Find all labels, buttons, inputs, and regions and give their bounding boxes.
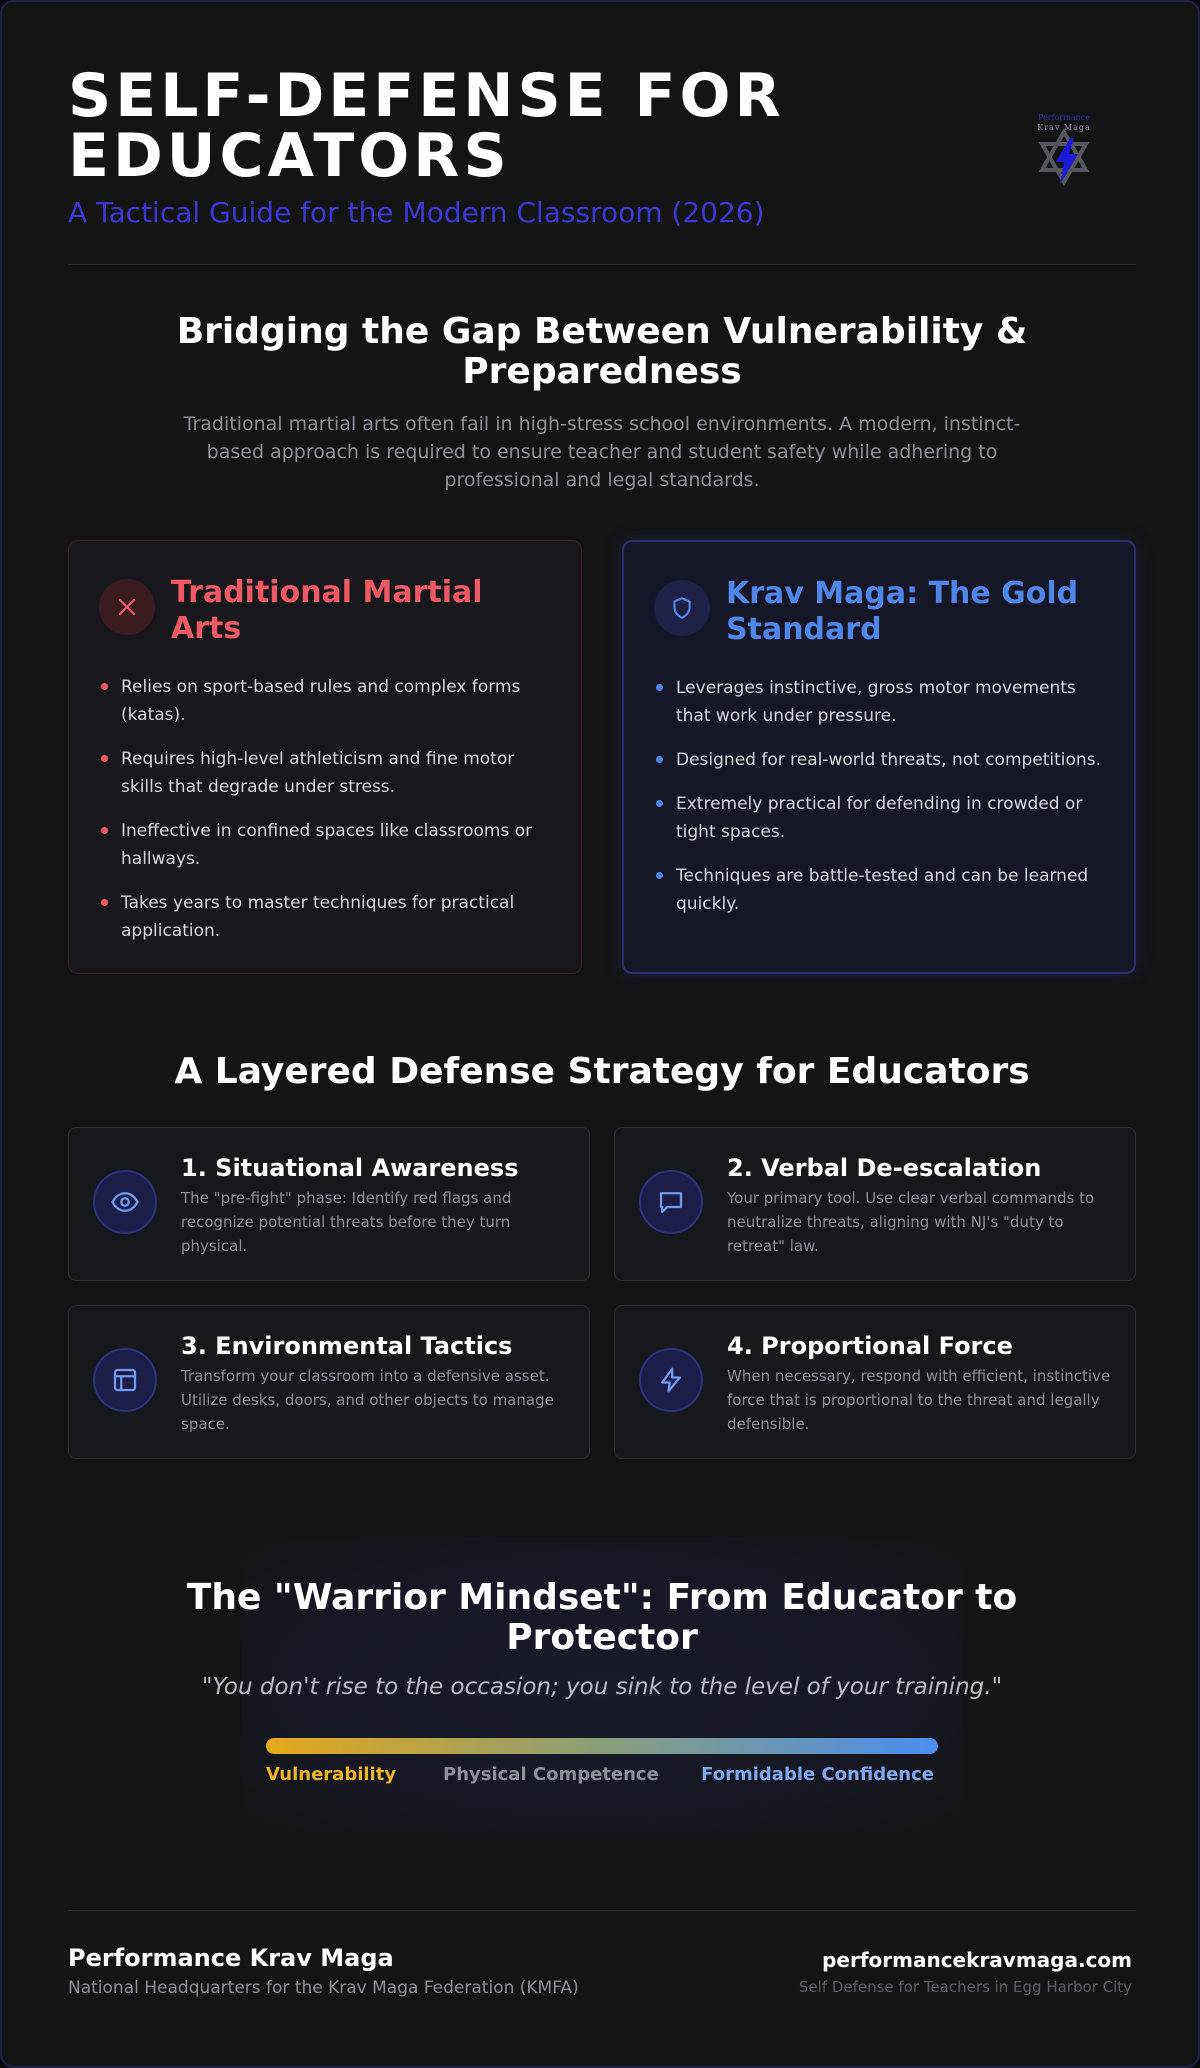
strategy-card-awareness — [68, 1127, 590, 1281]
intro-text: Traditional martial arts often fail in high-stress school environments. A modern, instinct-based approach is required to ensure teacher and student safety while adhering to professional and legal standards. — [183, 413, 1021, 491]
strategy-card-desc: Transform your classroom into a defensive asset. Utilize desks, doors, and other objects to manage space. — [181, 1367, 554, 1433]
mindset-quote: "You don't rise to the occasion; you sink to the level of your training." — [201, 1674, 1003, 1700]
strategy-card-title: 2. Verbal De-escalation — [727, 1154, 1042, 1182]
layout-icon — [93, 1348, 157, 1412]
stage-label-competence: Physical Competence — [443, 1764, 659, 1785]
logo-text-bottom: Krav Maga — [1037, 123, 1091, 132]
strategy-card-deescalation — [614, 1127, 1136, 1281]
mindset-progress-bar — [266, 1738, 938, 1754]
strategy-card-force — [614, 1305, 1136, 1459]
footer-brand-sub: National Headquarters for the Krav Maga Federation (KMFA) — [68, 1978, 579, 1998]
krav-maga-title: Krav Maga: The Gold Standard — [726, 576, 1079, 647]
shield-icon — [654, 580, 710, 636]
stage-label-vulnerability: Vulnerability — [266, 1764, 397, 1785]
x-icon — [99, 579, 155, 635]
eye-icon — [93, 1170, 157, 1234]
list-item: Takes years to master techniques for practical application. — [99, 889, 551, 945]
stage-label-confidence: Formidable Confidence — [701, 1764, 934, 1785]
traditional-card — [68, 540, 582, 974]
strategy-card-title: 1. Situational Awareness — [181, 1154, 519, 1182]
footer-brand: Performance Krav Maga — [68, 1944, 394, 1972]
lightning-icon — [639, 1348, 703, 1412]
strategy-title: A Layered Defense Strategy for Educators — [174, 1051, 1030, 1092]
list-item: Extremely practical for defending in crowded or tight spaces. — [654, 790, 1104, 846]
strategy-card-desc: The "pre-fight" phase: Identify red flags and recognize potential threats before they turn physical. — [181, 1189, 512, 1255]
footer-divider — [68, 1910, 1136, 1911]
page-title: SELF-DEFENSE FOR EDUCATORS — [68, 61, 785, 191]
strategy-card-title: 3. Environmental Tactics — [181, 1332, 513, 1360]
traditional-title: Traditional Martial Arts — [171, 575, 483, 646]
star-of-david-lightning-icon — [1022, 110, 1106, 194]
list-item: Leverages instinctive, gross motor movements that work under pressure. — [654, 674, 1104, 730]
krav-maga-list — [654, 674, 1104, 918]
intro-title: Bridging the Gap Between Vulnerability & Preparedness — [176, 311, 1028, 392]
list-item: Designed for real-world threats, not competitions. — [654, 746, 1104, 774]
strategy-card-desc: Your primary tool. Use clear verbal commands to neutralize threats, aligning with NJ's "duty to retreat" law. — [727, 1189, 1095, 1255]
footer-url-link[interactable]: performancekravmaga.com — [822, 1948, 1132, 1972]
page-subtitle: A Tactical Guide for the Modern Classroom (2026) — [68, 196, 765, 229]
chat-bubble-icon — [639, 1170, 703, 1234]
strategy-card-environment — [68, 1305, 590, 1459]
divider — [68, 264, 1136, 265]
strategy-card-title: 4. Proportional Force — [727, 1332, 1013, 1360]
krav-maga-card — [622, 540, 1136, 974]
logo — [1022, 110, 1106, 194]
footer-tagline: Self Defense for Teachers in Egg Harbor City — [798, 1978, 1132, 1996]
list-item: Ineffective in confined spaces like classrooms or hallways. — [99, 817, 551, 873]
strategy-card-desc: When necessary, respond with efficient, instinctive force that is proportional to the threat and legally defensible. — [727, 1367, 1111, 1433]
traditional-list — [99, 673, 551, 945]
mindset-title: The "Warrior Mindset": From Educator to Protector — [186, 1577, 1018, 1658]
list-item: Techniques are battle-tested and can be learned quickly. — [654, 862, 1104, 918]
header — [68, 61, 1136, 266]
logo-text-top: Performance — [1038, 113, 1090, 122]
list-item: Relies on sport-based rules and complex forms (katas). — [99, 673, 551, 729]
list-item: Requires high-level athleticism and fine motor skills that degrade under stress. — [99, 745, 551, 801]
